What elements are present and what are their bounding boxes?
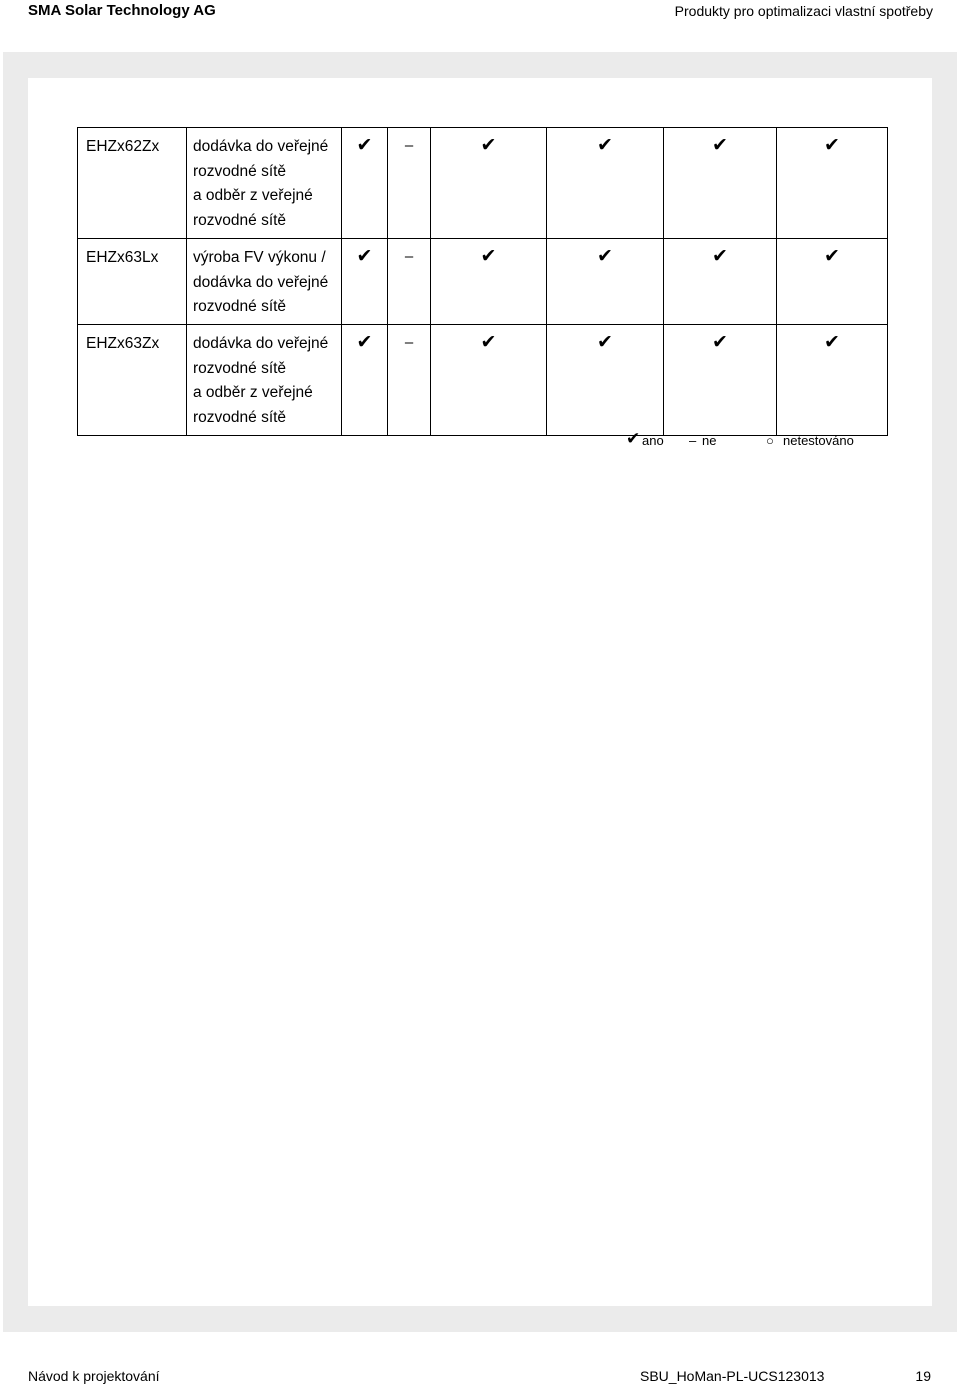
- legend-yes-label: ano: [642, 433, 664, 448]
- page-header: [0, 0, 960, 24]
- function-line: rozvodné sítě: [193, 162, 287, 180]
- company-name: SMA Solar Technology AG: [28, 2, 216, 19]
- check-mark-cell: ✔: [342, 325, 388, 436]
- function-line: dodávka do veřejné: [193, 273, 329, 291]
- dash-mark-cell: –: [388, 128, 431, 239]
- meter-type-cell: EHZx62Zx: [78, 128, 187, 239]
- function-line: rozvodné sítě: [193, 298, 287, 315]
- meter-type-cell: EHZx63Lx: [78, 239, 187, 325]
- function-line: rozvodné sítě: [193, 359, 287, 377]
- function-line: výroba FV výkonu /: [193, 249, 326, 266]
- page-number: 19: [915, 1368, 931, 1384]
- legend-untested-label: netestováno: [783, 433, 854, 448]
- meter-type-cell: EHZx63Zx: [78, 325, 187, 436]
- document-title: Návod k projektování: [28, 1368, 160, 1384]
- dash-icon: –: [689, 433, 697, 448]
- circle-icon: ○: [766, 433, 774, 448]
- dash-mark-cell: –: [388, 325, 431, 436]
- table-row: [78, 128, 888, 239]
- meter-function-cell: [187, 128, 342, 239]
- function-line: a odběr z veřejné: [193, 384, 313, 401]
- check-mark-cell: ✔: [431, 239, 547, 325]
- page-footer: [0, 1366, 960, 1388]
- document-code: SBU_HoMan-PL-UCS123013: [640, 1368, 825, 1384]
- check-mark-cell: ✔: [777, 325, 888, 436]
- check-mark-cell: ✔: [777, 239, 888, 325]
- table-row: [78, 325, 888, 436]
- meter-compatibility-table: [77, 127, 888, 436]
- check-mark-cell: ✔: [664, 239, 777, 325]
- function-line: a odběr z veřejné: [193, 187, 313, 204]
- function-line: dodávka do veřejné: [193, 335, 329, 352]
- check-mark-cell: ✔: [342, 239, 388, 325]
- function-line: rozvodné sítě: [193, 211, 287, 229]
- check-mark-cell: ✔: [431, 128, 547, 239]
- check-mark-cell: ✔: [777, 128, 888, 239]
- check-mark-cell: ✔: [431, 325, 547, 436]
- legend-no-label: ne: [702, 433, 717, 448]
- check-mark-cell: ✔: [547, 239, 664, 325]
- meter-function-cell: [187, 325, 342, 436]
- dash-mark-cell: –: [388, 239, 431, 325]
- function-line: dodávka do veřejné: [193, 138, 329, 155]
- check-mark-cell: ✔: [547, 325, 664, 436]
- function-line: rozvodné sítě: [193, 408, 287, 426]
- meter-function-cell: [187, 239, 342, 325]
- section-title: Produkty pro optimalizaci vlastní spotřeby: [674, 3, 933, 19]
- check-mark-cell: ✔: [664, 128, 777, 239]
- check-mark-cell: ✔: [547, 128, 664, 239]
- check-mark-cell: ✔: [664, 325, 777, 436]
- table-row: [78, 239, 888, 325]
- check-mark-cell: ✔: [342, 128, 388, 239]
- check-icon: ✔: [626, 429, 641, 448]
